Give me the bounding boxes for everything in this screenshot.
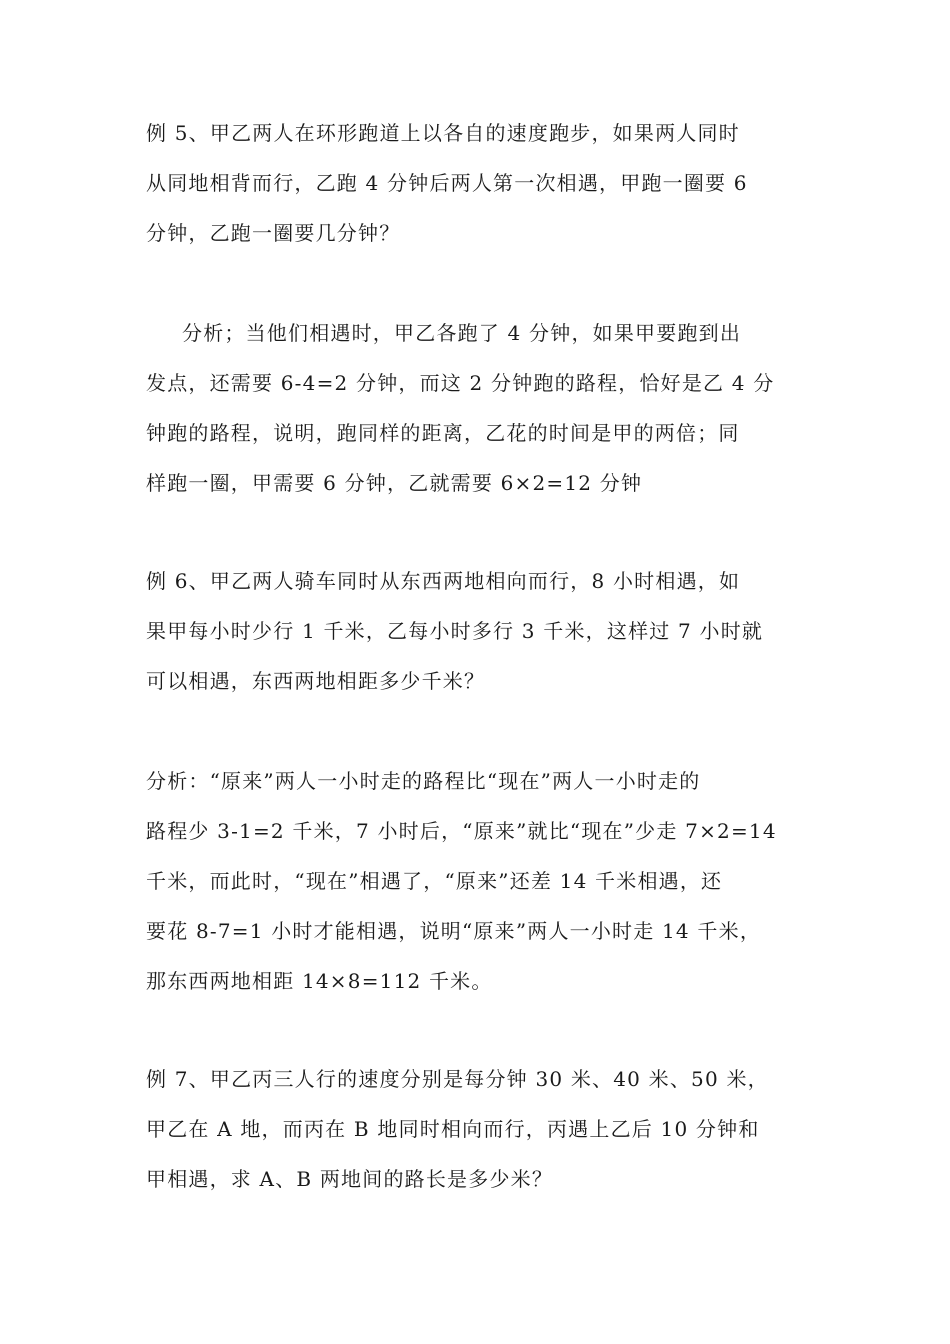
text-line: 果甲每小时少行 1 千米，乙每小时多行 3 千米，这样过 7 小时就 xyxy=(146,619,764,643)
text-line: 发点，还需要 6-4=2 分钟，而这 2 分钟跑的路程，恰好是乙 4 分 xyxy=(146,371,775,395)
example-5-problem xyxy=(146,108,810,258)
text-line: 分钟，乙跑一圈要几分钟？ xyxy=(146,221,401,245)
text-line: 样跑一圈，甲需要 6 分钟，乙就需要 6×2=12 分钟 xyxy=(146,471,643,495)
text-line: 千米，而此时，“现在”相遇了，“原来”还差 14 千米相遇，还 xyxy=(146,869,723,893)
text-line: 例 5、甲乙两人在环形跑道上以各自的速度跑步，如果两人同时 xyxy=(146,121,740,145)
text-line: 钟跑的路程，说明，跑同样的距离，乙花的时间是甲的两倍；同 xyxy=(146,421,740,445)
text-line: 甲乙在 A 地，而丙在 B 地同时相向而行，丙遇上乙后 10 分钟和 xyxy=(146,1117,760,1141)
example-5-analysis xyxy=(146,308,810,508)
text-line: 要花 8-7=1 小时才能相遇，说明“原来”两人一小时走 14 千米， xyxy=(146,919,762,943)
text-line: 例 6、甲乙两人骑车同时从东西两地相向而行，8 小时相遇，如 xyxy=(146,569,741,593)
text-line: 例 7、甲乙丙三人行的速度分别是每分钟 30 米、40 米、50 米， xyxy=(146,1067,769,1091)
example-7-problem xyxy=(146,1054,810,1204)
text-line: 路程少 3-1=2 千米，7 小时后，“原来”就比“现在”少走 7×2=14 xyxy=(146,819,777,843)
text-line: 那东西两地相距 14×8=112 千米。 xyxy=(146,969,493,993)
text-line: 分析：“原来”两人一小时走的路程比“现在”两人一小时走的 xyxy=(146,769,701,793)
example-6-problem xyxy=(146,556,810,706)
text-line: 从同地相背而行，乙跑 4 分钟后两人第一次相遇，甲跑一圈要 6 xyxy=(146,171,748,195)
example-6-analysis xyxy=(146,756,810,1006)
text-line: 可以相遇，东西两地相距多少千米？ xyxy=(146,669,486,693)
text-line: 甲相遇，求 A、B 两地间的路长是多少米？ xyxy=(146,1167,554,1191)
text-line: 分析；当他们相遇时，甲乙各跑了 4 分钟，如果甲要跑到出 xyxy=(182,321,742,345)
